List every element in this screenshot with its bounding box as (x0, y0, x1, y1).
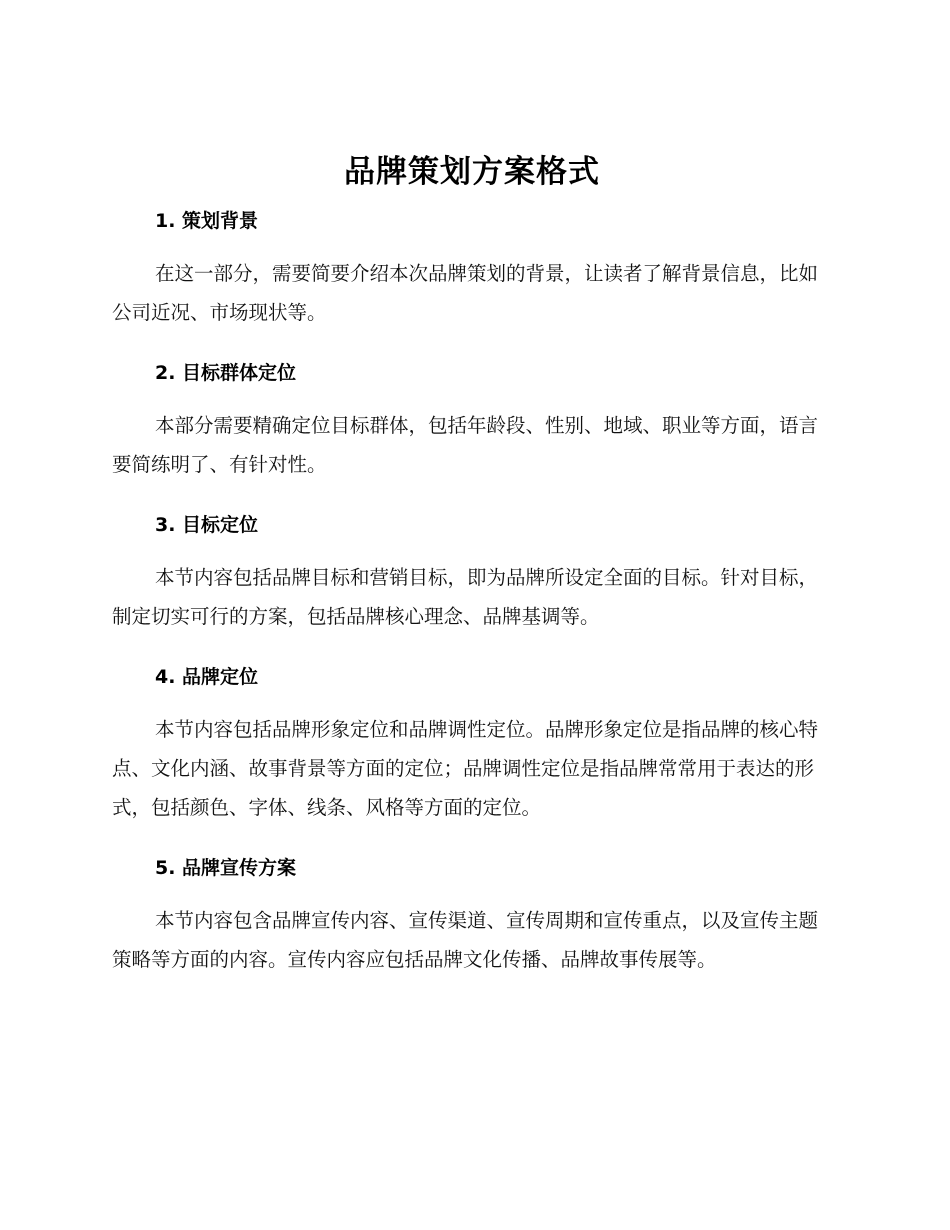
section-heading: 4. 品牌定位 (155, 666, 259, 688)
section-body: 本节内容包含品牌宣传内容、宣传渠道、宣传周期和宣传重点，以及宣传主题策略等方面的内容。宣传内容应包括品牌文化传播、品牌故事传展等。 (112, 909, 819, 971)
section-goal-positioning (112, 508, 832, 636)
section-heading: 2. 目标群体定位 (155, 362, 297, 384)
section-body: 本节内容包括品牌形象定位和品牌调性定位。品牌形象定位是指品牌的核心特点、文化内涵、故事背景等方面的定位；品牌调性定位是指品牌常常用于表达的形式，包括颜色、字体、线条、风格等方面的定位。 (112, 718, 819, 819)
document-page (112, 146, 832, 979)
section-body: 在这一部分，需要简要介绍本次品牌策划的背景，让读者了解背景信息，比如公司近况、市场现状等。 (112, 262, 819, 324)
document-title: 品牌策划方案格式 (344, 154, 600, 190)
section-body: 本部分需要精确定位目标群体，包括年龄段、性别、地域、职业等方面，语言要简练明了、有针对性。 (112, 414, 819, 476)
section-heading: 1. 策划背景 (155, 210, 259, 232)
section-promotion-plan (112, 851, 832, 979)
section-target-audience (112, 356, 832, 484)
section-background (112, 204, 832, 332)
section-brand-positioning (112, 660, 832, 827)
section-body: 本节内容包括品牌目标和营销目标，即为品牌所设定全面的目标。针对目标，制定切实可行的方案，包括品牌核心理念、品牌基调等。 (112, 566, 819, 628)
section-heading: 3. 目标定位 (155, 514, 259, 536)
section-heading: 5. 品牌宣传方案 (155, 857, 297, 879)
